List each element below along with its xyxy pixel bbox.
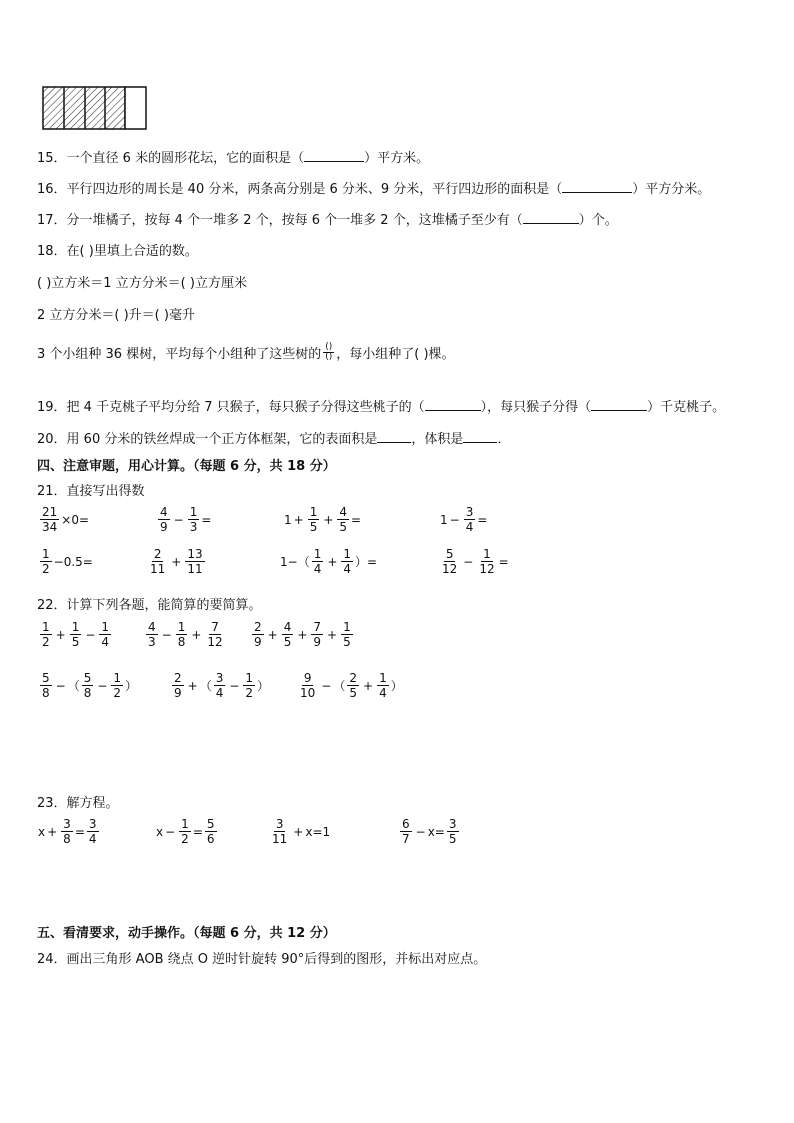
q16-text: 平行四边形的周长是 40 分米，两条高分别是 6 分米、9 分米，平行四边形的面积是（ xyxy=(66,182,563,197)
q23-equation-4: $\frac{6}{7}$ − x= $\frac{3}{5}$ xyxy=(402,817,457,846)
fraction: $\frac{7}{12}$ xyxy=(207,620,223,649)
q20-answer-blank-2[interactable] xyxy=(463,430,497,443)
q18-fraction: $\frac{()}{()}$ xyxy=(325,342,333,362)
q21-expr-6: $\frac{2}{11}$ + $\frac{13}{11}$ xyxy=(150,547,203,576)
q18-row-2: 2 立方分米＝( )升＝( )毫升 xyxy=(37,308,195,323)
q21-expr-8: $\frac{5}{12}$ − $\frac{1}{12}$ = xyxy=(442,547,509,576)
q17-text: 分一堆橘子，按每 4 个一堆多 2 个，按每 6 个一堆多 2 个，这堆橘子至少有（ xyxy=(66,213,523,228)
q19-tail: ）千克桃子。 xyxy=(647,400,726,415)
fraction: $\frac{1}{5}$ xyxy=(343,620,351,649)
fraction: $\frac{3}{4}$ xyxy=(215,671,224,700)
q21-expr-4: 1 − $\frac{3}{4}$ = xyxy=(440,505,488,534)
q21-number: 21． xyxy=(37,484,67,499)
q22-expr-4: $\frac{5}{8}$ − （ $\frac{5}{8}$ − $\frac{1}{2}$ ） xyxy=(42,671,138,700)
fraction: $\frac{2}{5}$ xyxy=(349,671,357,700)
q15-text: 一个直径 6 米的圆形花坛，它的面积是（ xyxy=(66,151,305,166)
fraction: $\frac{4}{5}$ xyxy=(339,505,348,534)
q20-number: 20． xyxy=(37,432,67,447)
fraction: $\frac{6}{7}$ xyxy=(402,817,410,846)
q21-expr-2: $\frac{4}{9}$ − $\frac{1}{3}$ = xyxy=(160,505,212,534)
q23-text: 解方程。 xyxy=(66,796,119,811)
fraction: $\frac{13}{11}$ xyxy=(187,547,203,576)
q16-tail: ）平方分米。 xyxy=(632,182,711,197)
q22-text: 计算下列各题，能简算的要简算。 xyxy=(66,598,262,613)
q17-tail: ）个。 xyxy=(578,213,618,228)
fraction: $\frac{5}{8}$ xyxy=(42,671,50,700)
q22-expr-6: $\frac{9}{10}$ − （ $\frac{2}{5}$ + $\frac{1}{4}$ ） xyxy=(300,671,403,700)
q18-text: 在( )里填上合适的数。 xyxy=(66,244,198,259)
fraction: $\frac{3}{4}$ xyxy=(88,817,97,846)
fraction: $\frac{1}{4}$ xyxy=(101,620,110,649)
fraction: $\frac{1}{2}$ xyxy=(42,547,50,576)
q15-number: 15． xyxy=(37,151,67,166)
fraction: $\frac{2}{9}$ xyxy=(254,620,262,649)
hatched-bar-figure xyxy=(42,86,148,130)
section-5-heading: 五、看清要求，动手操作。（每题 6 分，共 12 分） xyxy=(37,926,336,941)
q22-number: 22． xyxy=(37,598,67,613)
q18-row3-tail: ，每小组种了( )棵。 xyxy=(336,347,455,362)
section-4-heading: 四、注意审题，用心计算。（每题 6 分，共 18 分） xyxy=(37,459,336,474)
q18-number: 18． xyxy=(37,244,67,259)
q15-answer-blank[interactable] xyxy=(304,149,364,162)
question-21 xyxy=(37,480,145,499)
fraction: $\frac{1}{2}$ xyxy=(42,620,50,649)
q22-expr-2: $\frac{4}{3}$ − $\frac{1}{8}$ + $\frac{7}{12}$ xyxy=(148,620,223,649)
fraction: $\frac{1}{4}$ xyxy=(343,547,352,576)
question-17 xyxy=(37,209,618,228)
q18-row-3 xyxy=(37,343,455,362)
fraction: $\frac{1}{5}$ xyxy=(71,620,80,649)
fraction: $\frac{21}{34}$ xyxy=(42,505,58,534)
q21-expr-5: $\frac{1}{2}$ −0.5= xyxy=(42,547,93,576)
q17-number: 17． xyxy=(37,213,67,228)
fraction: $\frac{1}{2}$ xyxy=(113,671,122,700)
q20-text: 用 60 分米的铁丝焊成一个正方体框架，它的表面积是 xyxy=(66,432,378,447)
q22-expr-3: $\frac{2}{9}$ + $\frac{4}{5}$ + $\frac{7}{9}$ + $\frac{1}{5}$ xyxy=(254,620,351,649)
question-19 xyxy=(37,396,725,415)
question-15 xyxy=(37,147,429,166)
fraction: $\frac{1}{8}$ xyxy=(177,620,186,649)
question-23 xyxy=(37,792,119,811)
q21-expr-3: 1 + $\frac{1}{5}$ + $\frac{4}{5}$ = xyxy=(284,505,362,534)
question-16 xyxy=(37,178,710,197)
q19-text: 把 4 千克桃子平均分给 7 只猴子，每只猴子分得这些桃子的（ xyxy=(66,400,425,415)
question-24 xyxy=(37,948,486,967)
fraction: $\frac{1}{3}$ xyxy=(189,505,198,534)
fraction: $\frac{2}{11}$ xyxy=(150,547,166,576)
fraction: $\frac{7}{9}$ xyxy=(313,620,322,649)
q20-tail: ． xyxy=(497,432,511,447)
q23-equation-1: x + $\frac{3}{8}$ = $\frac{3}{4}$ xyxy=(38,817,97,846)
fraction: $\frac{1}{4}$ xyxy=(379,671,387,700)
q16-answer-blank[interactable] xyxy=(562,180,632,193)
q20-answer-blank-1[interactable] xyxy=(377,430,411,443)
q19-mid: ），每只猴子分得（ xyxy=(480,400,592,415)
fraction: $\frac{1}{2}$ xyxy=(245,671,254,700)
fraction: $\frac{1}{2}$ xyxy=(181,817,189,846)
fraction: $\frac{3}{4}$ xyxy=(465,505,474,534)
q23-number: 23． xyxy=(37,796,67,811)
fraction: $\frac{9}{10}$ xyxy=(300,671,316,700)
q19-answer-blank-2[interactable] xyxy=(591,398,647,411)
q19-number: 19． xyxy=(37,400,67,415)
q16-number: 16． xyxy=(37,182,67,197)
fraction: $\frac{5}{12}$ xyxy=(442,547,458,576)
fraction: $\frac{4}{5}$ xyxy=(283,620,292,649)
q22-expr-5: $\frac{2}{9}$ + （ $\frac{3}{4}$ − $\frac{1}{2}$ ） xyxy=(174,671,270,700)
question-18 xyxy=(37,240,198,259)
fraction: $\frac{4}{9}$ xyxy=(160,505,168,534)
q22-expr-1: $\frac{1}{2}$ + $\frac{1}{5}$ − $\frac{1}{4}$ xyxy=(42,620,110,649)
fraction: $\frac{4}{3}$ xyxy=(148,620,156,649)
q21-expr-1: $\frac{21}{34}$ ×0= xyxy=(42,505,90,534)
fraction: $\frac{1}{4}$ xyxy=(313,547,322,576)
q21-text: 直接写出得数 xyxy=(66,484,145,499)
q15-tail: ）平方米。 xyxy=(364,151,430,166)
question-22 xyxy=(37,594,262,613)
fraction: $\frac{5}{6}$ xyxy=(206,817,215,846)
q20-mid: ，体积是 xyxy=(411,432,464,447)
q18-row3-text: 3 个小组种 36 棵树，平均每个小组种了这些树的 xyxy=(37,347,322,362)
fraction: $\frac{3}{8}$ xyxy=(63,817,71,846)
fraction: $\frac{1}{12}$ xyxy=(479,547,495,576)
fraction: $\frac{1}{5}$ xyxy=(309,505,318,534)
q24-text: 画出三角形 AOB 绕点 O 逆时针旋转 90°后得到的图形，并标出对应点。 xyxy=(66,952,487,967)
q17-answer-blank[interactable] xyxy=(523,211,579,224)
q18-row-1: ( )立方米＝1 立方分米＝( )立方厘米 xyxy=(37,276,247,291)
q19-answer-blank-1[interactable] xyxy=(425,398,481,411)
q23-equation-3: $\frac{3}{11}$ + x =1 xyxy=(272,817,331,846)
q21-expr-7: 1−（ $\frac{1}{4}$ + $\frac{1}{4}$ ）= xyxy=(280,547,378,576)
q24-number: 24． xyxy=(37,952,67,967)
fraction: $\frac{2}{9}$ xyxy=(174,671,182,700)
question-20 xyxy=(37,428,510,447)
q23-equation-2: x − $\frac{1}{2}$ = $\frac{5}{6}$ xyxy=(156,817,215,846)
fraction: $\frac{3}{5}$ xyxy=(448,817,457,846)
fraction: $\frac{5}{8}$ xyxy=(83,671,92,700)
fraction: $\frac{3}{11}$ xyxy=(272,817,288,846)
